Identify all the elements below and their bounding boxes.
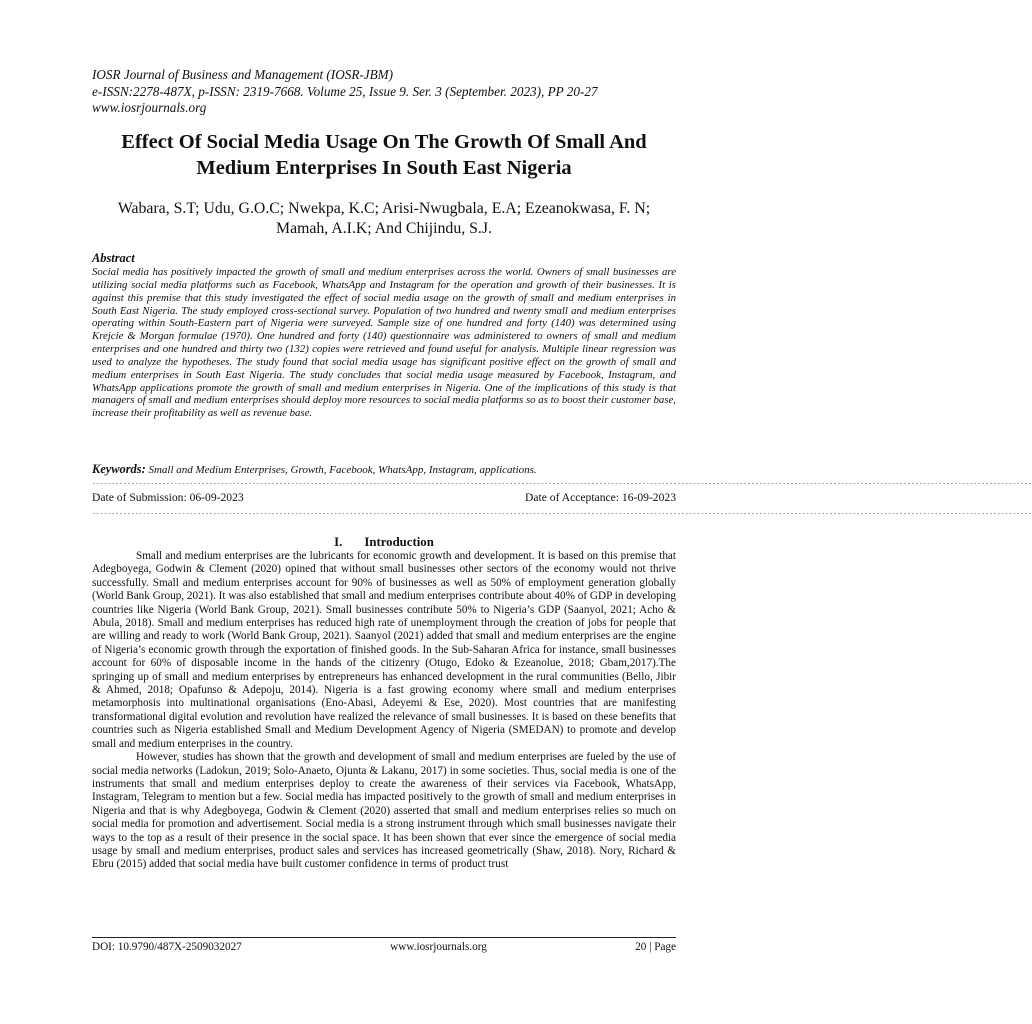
paper-title: Effect Of Social Media Usage On The Growth Of Small And Medium Enterprises In South East Nigeria [121,131,647,179]
acceptance-date: Date of Acceptance: 16-09-2023 [525,491,676,504]
submission-date: Date of Submission: 06-09-2023 [92,491,244,504]
paper-authors: Wabara, S.T; Udu, G.O.C; Nwekpa, K.C; Arisi-Nwugbala, E.A; Ezeanokwasa, F. N; Mamah, A.I.K; And Chijindu, S.J. [117,200,651,237]
keywords-label: Keywords: [92,462,146,476]
journal-issn: e-ISSN:2278-487X, p-ISSN: 2319-7668. Volume 25, Issue 9. Ser. 3 (September. 2023), PP 20-27 [92,83,598,99]
abstract-text: Social media has positively impacted the growth of small and medium enterprises across the world. Owners of small businesses are utilizing social media platforms such as Facebook, WhatsApp and Instagram for the operation and growth of their businesses. It is against this premise that this study investigated the effect of social media usage on the growth of small and medium enterprises in South East Nigeria. The study employed cross-sectional survey. Population of two hundred and twenty small and medium enterprises operating within South-Eastern part of Nigeria were surveyed. Sample size of one hundred and forty (140) was determined using Krejcie & Morgan formulae (1970). One hundred and forty (140) questionnaire was administered to owners of small and medium enterprises and one hundred and thirty two (132) copies were retrieved and found useful for analysis. Multiple linear regression was used to analyze the hypotheses. The study found that social media usage has significant positive effect on the growth of small and medium enterprises in South East Nigeria. The study concludes that social media usage measured by Facebook, Instagram, and WhatsApp applications promote the growth of small and medium enterprises in Nigeria. One of the implications of this study is that managers of small and medium enterprises should deploy more resources to social media platforms so as to boost their customer base, increase their profitability as well as revenue base. [92,266,676,420]
body-paragraph: Small and medium enterprises are the lubricants for economic growth and development. It is based on this premise that Adegboyega, Godwin & Clement (2020) opined that without small businesses other sectors of the economy would not thrive successfully. Small and medium enterprises account for 90% of businesses as well as 50% of employment generation globally (World Bank Group, 2021). It was also established that small and medium enterprises contribute about 40% of GDP in developing countries like Nigeria (World Bank Group, 2021). Small businesses contribute 50% to Nigeria’s GDP (Saanyol, 2021; Acho & Abula, 2018). Small and medium enterprises has reduced high rate of unemployment through the creation of jobs for people that are willing and ready to work (World Bank Group, 2021). Saanyol (2021) added that small and medium enterprises are the engine of Nigeria’s economic growth through the exportation of finished goods. In the Sub-Saharan Africa for instance, small businesses account for 60% of disposable income in the hands of the citizenry (Otugo, Edoko & Ezeanolue, 2018; Gbam,2017).The springing up of small and medium enterprises by entrepreneurs has enhanced development in the rural communities (Bello, Jibir & Ahmed, 2018; Opafunso & Adepoju, 2014). Nigeria is a fast growing economy where small and medium enterprises metamorphosis into multinational organisations (Eno-Abasi, Adeyemi & Ese, 2020). Most countries that are manifesting transformational digital evolution and revolution have realized the relevance of small businesses. It is based on these benefits that countries such as Nigeria established Small and Medium Development Agency of Nigeria (SMEDAN) to promote and develop small and medium enterprises in the country. [92,550,676,750]
journal-header [92,67,676,117]
section-number: I. [334,535,343,549]
body-text [92,550,676,872]
footer-page-number: 20 | Page [635,941,676,953]
journal-website[interactable]: www.iosrjournals.org [92,100,207,115]
page-footer [92,941,676,953]
abstract-heading: Abstract [92,251,135,265]
footer-website[interactable]: www.iosrjournals.org [390,941,487,953]
section-heading [92,535,676,550]
journal-name: IOSR Journal of Business and Management (IOSR-JBM) [92,67,394,82]
section-title: Introduction [364,535,434,549]
footer-doi[interactable]: DOI: 10.9790/487X-2509032027 [92,941,242,953]
footer-rule [92,937,676,938]
dates-row [92,491,676,505]
separator-top: ------------------------------------------------------------------------------------------------------------------------------------------------------------------------------------------------------------------------------------------------- [92,480,1032,487]
body-paragraph: However, studies has shown that the growth and development of small and medium enterprises are fueled by the use of social media networks (Ladokun, 2019; Solo-Anaeto, Ojunta & Lakanu, 2017) in some societies. Thus, social media is one of the instruments that small and medium enterprises deploy to create the awareness of their services via Facebook, WhatsApp, Instagram, Telegram to mention but a few. Social media has impacted positively to the growth of small and medium enterprises in Nigeria and that is why Adegboyega, Godwin & Clement (2020) asserted that small and medium enterprises relies so much on social media for promotion and advertisement. Social media is a strong instrument through which small businesses navigate their ways to the top as a result of their presence in the social space. It has been shown that ever since the emergence of social media usage by small and medium enterprises, product sales and services has increased geometrically (Shaw, 2018). Nory, Richard & Ebru (2015) added that social media have built customer confidence in terms of product trust [92,751,676,871]
keywords-value: Small and Medium Enterprises, Growth, Facebook, WhatsApp, Instagram, applications. [148,464,537,476]
keywords [92,462,676,477]
separator-bottom: ------------------------------------------------------------------------------------------------------------------------------------------------------------------------------------------------------------------------------------------------- [92,510,1032,517]
